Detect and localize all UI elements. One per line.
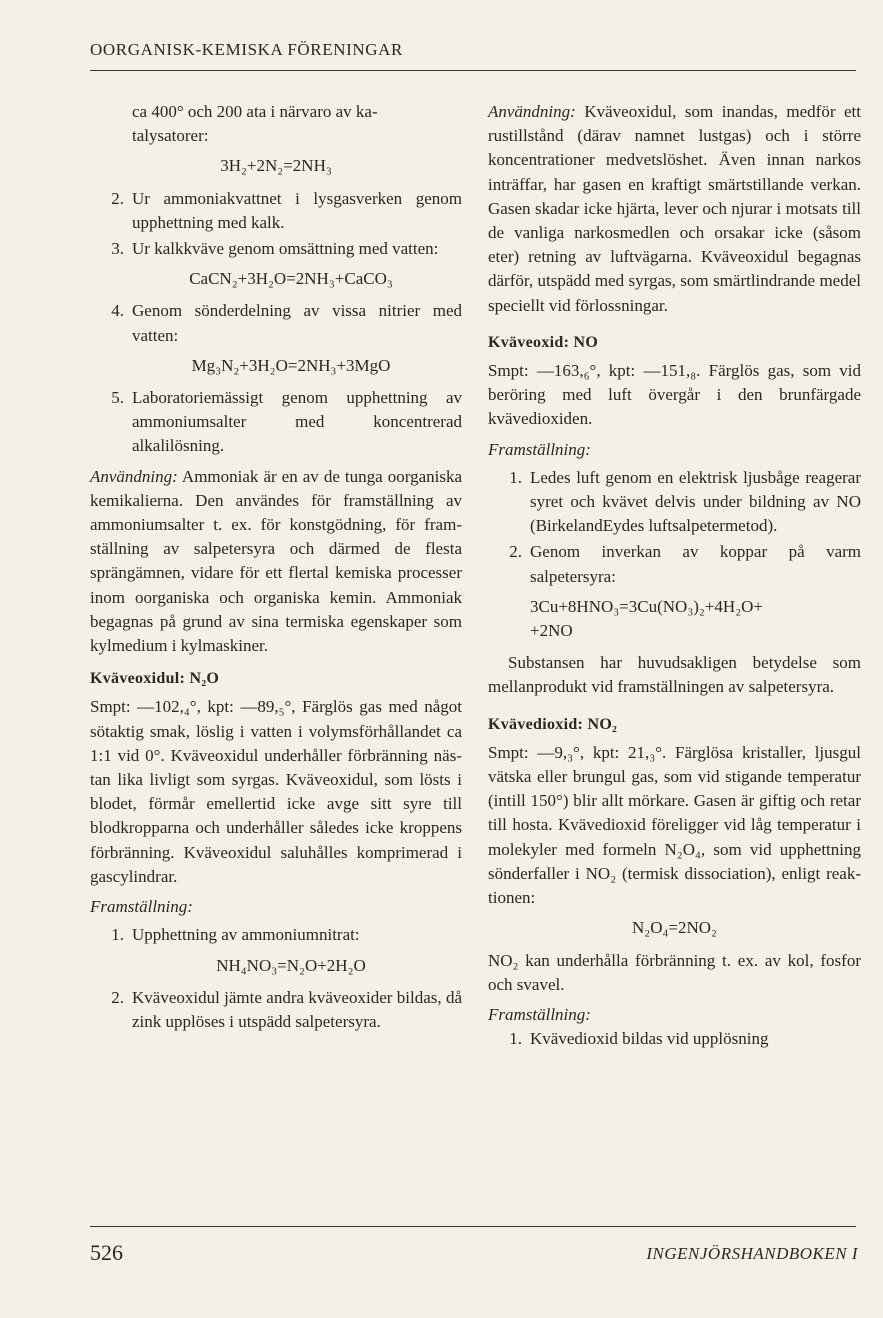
list-number: 3. xyxy=(111,239,124,259)
section-heading-no2: Kvävedioxid: NO₂ xyxy=(488,715,618,733)
no2-paragraph: Smpt: —9,₃°, kpt: 21,₃°. Färglösa kristaller, ljusgul vätska eller brungul gas, som vid stigande temperatur (intill 150°) blir allt mörkare. Gasen är giftig och retar till hosta. Kvävedioxid föreligger vid låg temperatur i molekyler med formeln N₂O₄, som vid upphettning sönderfaller i NO₂ (termisk dissociation), enligt reaktionen: xyxy=(488,742,861,908)
anvandning-text: Ammoniak är en av de tunga oorganiska kemikalierna. Den användes för framställning av ammoniumsalter t. ex. för konstgödning, för framställning av salpetersyra och därmed de flesta sprängämnen, vidare för ett flertal kemiska processer inom oorganiska och organiska kemin. Ammoniak begagnas på grund av sina termiska egenskaper som kylmedium i kylmaskiner. xyxy=(90,466,462,656)
list-item xyxy=(90,923,462,947)
right-column xyxy=(488,100,861,1053)
list-text: Upphettning av ammoniumnitrat: xyxy=(132,925,360,945)
list-text: Genom sönderdelning av vissa nitrier med vatten: xyxy=(132,301,462,345)
list-item xyxy=(90,386,462,459)
running-head: OORGANISK-KEMISKA FÖRENINGAR xyxy=(90,40,403,59)
equation-dissociation: N₂O₄=2NO₂ xyxy=(632,918,717,938)
list-text: Ur ammoniakvattnet i lysgasverken genom upphettning med kalk. xyxy=(132,188,462,232)
anvandning-label: Användning: xyxy=(90,466,178,486)
anvandning-text: Kväveoxidul, som inandas, medför ett rustillstånd (därav namnet lustgas) och i större koncentrationer medvetslöshet. Även innan narkos inträffar, har gasen en kraftigt smärtstillande verkan. Gasen skadar icke hjärta, lever och njurar i motsats till de vanliga narkosmedlen och orsakar icke (såsom eter) retning av luftvägarna. Kväveoxidul begagnas därför, utspädd med syrgas, som smärtlindrande medel speciellt vid förlossningar. xyxy=(488,102,861,315)
equation-nitride: Mg₃N₂+3H₂O=2NH₃+3MgO xyxy=(191,355,391,375)
left-column xyxy=(90,100,462,1036)
list-text: Ur kalkkväve genom omsättning med vatten: xyxy=(132,239,439,259)
list-number: 5. xyxy=(111,388,124,408)
list-item xyxy=(488,1027,861,1051)
list-number: 2. xyxy=(111,987,124,1007)
list-number: 1. xyxy=(111,925,124,945)
list-text: Genom inverkan av koppar på varm salpetersyra: xyxy=(530,542,861,586)
equation-ammonium-nitrate: NH₄NO₃=N₂O+2H₂O xyxy=(216,955,366,975)
list-number: 4. xyxy=(111,301,124,321)
list-text: Ledes luft genom en elektrisk ljusbåge reagerar syret och kvävet delvis under bildning av NO (BirkelandEydes luftsalpetermetod). xyxy=(530,467,861,536)
anvandning-label: Användning: xyxy=(488,102,576,121)
section-heading-no: Kväveoxid: NO xyxy=(488,333,599,351)
substans-paragraph: Substansen har huvudsakligen betydelse som mellanprodukt vid framställningen av salpetersyra. xyxy=(488,653,861,697)
no2-paragraph-2: NO₂ kan underhålla förbränning t. ex. av kol, fosfor och svavel. xyxy=(488,950,861,994)
header-rule xyxy=(90,70,856,71)
equation-copper-line-1: 3Cu+8HNO₃=3Cu(NO₃)₂+4H₂O+ xyxy=(530,596,763,616)
list-item xyxy=(90,237,462,261)
book-title: INGENJÖRSHANDBOKEN I xyxy=(646,1244,858,1263)
section-heading-n2o: Kväveoxidul: N₂O xyxy=(90,670,220,688)
framstallning-label: Framställning: xyxy=(488,439,591,459)
list-text: Kvävedioxid bildas vid upplösning xyxy=(530,1029,769,1049)
page-number: 526 xyxy=(90,1240,123,1265)
intro-line-1: ca 400° och 200 ata i närvaro av ka- xyxy=(132,102,378,121)
equation-kalkkvave: CaCN₂+3H₂O=2NH₃+CaCO₃ xyxy=(189,269,393,289)
footer-rule xyxy=(90,1226,856,1227)
list-item xyxy=(90,986,462,1034)
list-item xyxy=(90,299,462,347)
list-number: 2. xyxy=(509,542,522,562)
anvandning-paragraph xyxy=(488,100,861,318)
equation-copper-line-2: +2NO xyxy=(530,621,573,641)
intro-line-2: talysatorer: xyxy=(132,126,209,146)
anvandning-paragraph xyxy=(90,465,462,659)
n2o-paragraph: Smpt: —102,₄°, kpt: —89,₅°, Färglös gas med något sötaktig smak, löslig i vatten i volymsförhållandet ca 1:1 vid 0°. Kväveoxidul underhåller förbränning nästan lika livligt som syrgas. Kväveoxidul, som lösts i blodet, förmår emellertid icke avge sitt syre till blodkropparna och underhåller således icke kroppens förbränning. Kväveoxidul saluhålles komprimerad i gascylindrar. xyxy=(90,697,462,886)
list-item xyxy=(488,466,861,539)
list-number: 2. xyxy=(111,188,124,208)
framstallning-label: Framställning: xyxy=(488,1004,591,1024)
no-paragraph: Smpt: —163,₆°, kpt: —151,₈. Färglös gas, som vid beröring med luft övergår i den brunfärgade kvävedioxiden. xyxy=(488,361,861,429)
list-item xyxy=(90,187,462,235)
framstallning-label: Framställning: xyxy=(90,897,193,917)
list-number: 1. xyxy=(509,1029,522,1049)
equation-ammonia-synthesis: 3H₂+2N₂=2NH₃ xyxy=(220,156,332,176)
list-item xyxy=(488,540,861,588)
list-number: 1. xyxy=(509,467,522,487)
list-text: Laboratoriemässigt genom upphettning av ammoniumsalter med koncentrerad alkalilösning. xyxy=(132,388,462,456)
list-text: Kväveoxidul jämte andra kväveoxider bildas, då zink upplöses i utspädd salpetersyra. xyxy=(132,987,462,1031)
